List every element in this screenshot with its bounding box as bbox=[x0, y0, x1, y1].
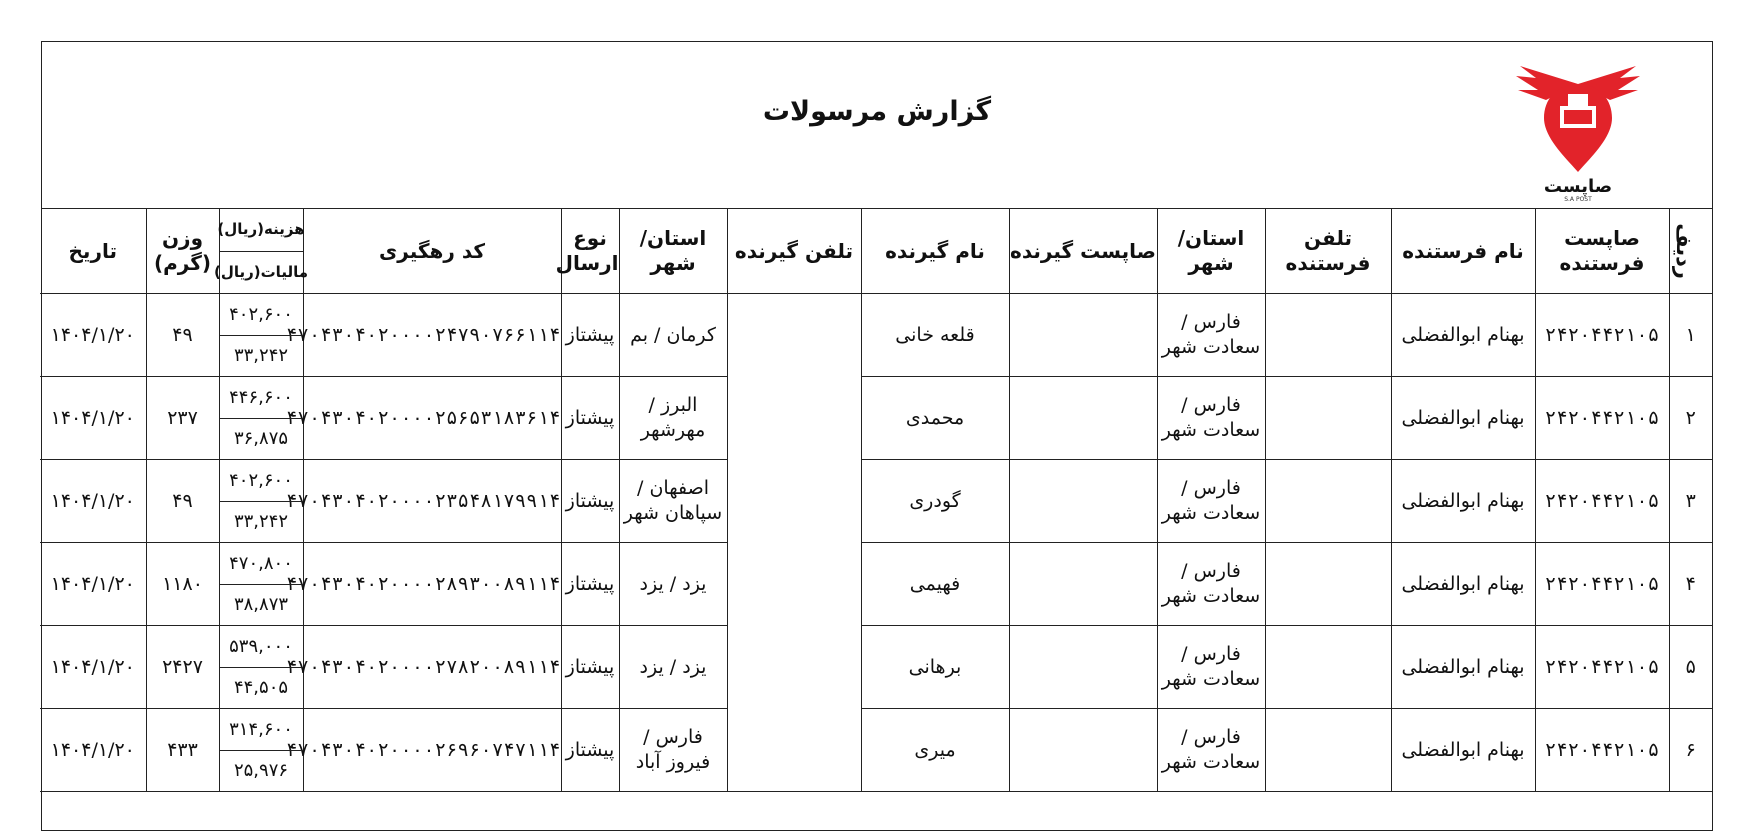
cell-sender-name: بهنام ابوالفضلی bbox=[1391, 460, 1535, 543]
col-sender-city: استان/ شهر bbox=[1157, 209, 1265, 294]
cell-row-number: ۶ bbox=[1669, 709, 1712, 792]
cell-row-number: ۳ bbox=[1669, 460, 1712, 543]
cell-sender-name: بهنام ابوالفضلی bbox=[1391, 626, 1535, 709]
col-tax: مالیات(ریال) bbox=[213, 262, 308, 281]
report-frame bbox=[41, 41, 1713, 831]
cell-tax: ۳۶,۸۷۵ bbox=[233, 428, 289, 450]
col-row: ردیف bbox=[1669, 209, 1712, 294]
cell-cost-tax bbox=[219, 626, 303, 709]
shipments-table bbox=[40, 209, 1712, 792]
report-header bbox=[42, 42, 1712, 209]
cell-sender-sapost: ۲۴۲۰۴۴۲۱۰۵ bbox=[1535, 543, 1669, 626]
table-row bbox=[40, 294, 1712, 377]
cell-sender-phone bbox=[1265, 709, 1391, 792]
cell-tracking: ۴۷۰۴۳۰۴۰۲۰۰۰۰۲۳۵۴۸۱۷۹۹۱۴ bbox=[303, 460, 561, 543]
cell-row-number: ۴ bbox=[1669, 543, 1712, 626]
table-row bbox=[40, 460, 1712, 543]
cell-sender-phone bbox=[1265, 460, 1391, 543]
cell-cost: ۴۰۲,۶۰۰ bbox=[220, 460, 303, 502]
cell-weight: ۲۳۷ bbox=[146, 377, 219, 460]
cell-tracking: ۴۷۰۴۳۰۴۰۲۰۰۰۰۲۸۹۳۰۰۸۹۱۱۴ bbox=[303, 543, 561, 626]
col-sender-sapost: صاپست فرستنده bbox=[1535, 209, 1669, 294]
cell-sender-city: فارس / سعادت شهر bbox=[1157, 294, 1265, 377]
cell-receiver-city: یزد / یزد bbox=[619, 543, 727, 626]
cell-row-number: ۲ bbox=[1669, 377, 1712, 460]
cell-tax: ۴۴,۵۰۵ bbox=[233, 677, 289, 699]
table-row bbox=[40, 709, 1712, 792]
col-cost: هزینه(ریال) bbox=[220, 209, 303, 252]
table-row bbox=[40, 626, 1712, 709]
cell-send-type: پیشتاز bbox=[561, 626, 619, 709]
cell-cost: ۵۳۹,۰۰۰ bbox=[220, 626, 303, 668]
cell-cost-tax bbox=[219, 377, 303, 460]
col-receiver-name: نام گیرنده bbox=[861, 209, 1009, 294]
cell-receiver-name: محمدی bbox=[861, 377, 1009, 460]
cell-tax: ۳۸,۸۷۳ bbox=[233, 594, 289, 616]
cell-sender-phone bbox=[1265, 543, 1391, 626]
cell-tracking: ۴۷۰۴۳۰۴۰۲۰۰۰۰۲۷۸۲۰۰۸۹۱۱۴ bbox=[303, 626, 561, 709]
svg-text:S.A POST: S.A POST bbox=[1564, 196, 1592, 202]
cell-receiver-name: قلعه خانی bbox=[861, 294, 1009, 377]
cell-tracking: ۴۷۰۴۳۰۴۰۲۰۰۰۰۲۵۶۵۳۱۸۳۶۱۴ bbox=[303, 377, 561, 460]
cell-send-type: پیشتاز bbox=[561, 294, 619, 377]
cell-sender-city: فارس / سعادت شهر bbox=[1157, 626, 1265, 709]
cell-sender-city: فارس / سعادت شهر bbox=[1157, 543, 1265, 626]
cell-receiver-name: میری bbox=[861, 709, 1009, 792]
cell-sender-city: فارس / سعادت شهر bbox=[1157, 460, 1265, 543]
col-weight: وزن (گرم) bbox=[146, 209, 219, 294]
cell-sender-sapost: ۲۴۲۰۴۴۲۱۰۵ bbox=[1535, 709, 1669, 792]
cell-tax: ۳۳,۲۴۲ bbox=[233, 345, 289, 367]
cell-receiver-sapost bbox=[1009, 709, 1157, 792]
cell-receiver-city: کرمان / بم bbox=[619, 294, 727, 377]
cell-cost-tax bbox=[219, 460, 303, 543]
cell-receiver-sapost bbox=[1009, 460, 1157, 543]
cell-weight: ۴۹ bbox=[146, 294, 219, 377]
cell-row-number: ۱ bbox=[1669, 294, 1712, 377]
cell-cost-tax bbox=[219, 294, 303, 377]
cell-date: ۱۴۰۴/۱/۲۰ bbox=[40, 626, 146, 709]
cell-weight: ۲۴۲۷ bbox=[146, 626, 219, 709]
cell-sender-phone bbox=[1265, 377, 1391, 460]
cell-sender-name: بهنام ابوالفضلی bbox=[1391, 294, 1535, 377]
cell-sender-name: بهنام ابوالفضلی bbox=[1391, 709, 1535, 792]
col-receiver-sapost: صاپست گیرنده bbox=[1009, 209, 1157, 294]
col-sender-name: نام فرستنده bbox=[1391, 209, 1535, 294]
col-sender-phone: تلفن فرستنده bbox=[1265, 209, 1391, 294]
cell-sender-city: فارس / سعادت شهر bbox=[1157, 377, 1265, 460]
cell-receiver-sapost bbox=[1009, 294, 1157, 377]
col-receiver-city: استان/ شهر bbox=[619, 209, 727, 294]
cell-sender-name: بهنام ابوالفضلی bbox=[1391, 377, 1535, 460]
cell-tax: ۲۵,۹۷۶ bbox=[233, 760, 289, 782]
table-header-row bbox=[40, 209, 1712, 294]
cell-receiver-name: فهیمی bbox=[861, 543, 1009, 626]
table-row bbox=[40, 377, 1712, 460]
cell-weight: ۴۹ bbox=[146, 460, 219, 543]
cell-sender-city: فارس / سعادت شهر bbox=[1157, 709, 1265, 792]
table-body bbox=[40, 294, 1712, 792]
cell-tracking: ۴۷۰۴۳۰۴۰۲۰۰۰۰۲۶۹۶۰۷۴۷۱۱۴ bbox=[303, 709, 561, 792]
cell-weight: ۴۳۳ bbox=[146, 709, 219, 792]
cell-sender-phone bbox=[1265, 626, 1391, 709]
cell-cost: ۴۰۲,۶۰۰ bbox=[220, 294, 303, 336]
cell-send-type: پیشتاز bbox=[561, 460, 619, 543]
cell-receiver-city: یزد / یزد bbox=[619, 626, 727, 709]
col-tracking: کد رهگیری bbox=[303, 209, 561, 294]
page-title: گزارش مرسولات bbox=[762, 96, 992, 127]
cell-sender-name: بهنام ابوالفضلی bbox=[1391, 543, 1535, 626]
cell-cost: ۳۱۴,۶۰۰ bbox=[220, 709, 303, 751]
cell-date: ۱۴۰۴/۱/۲۰ bbox=[40, 294, 146, 377]
cell-cost-tax bbox=[219, 543, 303, 626]
cell-receiver-name: گودری bbox=[861, 460, 1009, 543]
cell-receiver-sapost bbox=[1009, 626, 1157, 709]
col-send-type: نوع ارسال bbox=[561, 209, 619, 294]
sapost-logo-icon bbox=[1508, 54, 1648, 202]
cell-receiver-sapost bbox=[1009, 377, 1157, 460]
cell-date: ۱۴۰۴/۱/۲۰ bbox=[40, 709, 146, 792]
cell-send-type: پیشتاز bbox=[561, 543, 619, 626]
cell-send-type: پیشتاز bbox=[561, 709, 619, 792]
cell-date: ۱۴۰۴/۱/۲۰ bbox=[40, 377, 146, 460]
cell-tax: ۳۳,۲۴۲ bbox=[233, 511, 289, 533]
table-row bbox=[40, 543, 1712, 626]
cell-date: ۱۴۰۴/۱/۲۰ bbox=[40, 460, 146, 543]
cell-sender-sapost: ۲۴۲۰۴۴۲۱۰۵ bbox=[1535, 377, 1669, 460]
cell-send-type: پیشتاز bbox=[561, 377, 619, 460]
sapost-logo bbox=[1508, 54, 1648, 202]
cell-receiver-city: اصفهان / سپاهان شهر bbox=[619, 460, 727, 543]
cell-receiver-city: فارس / فیروز آباد bbox=[619, 709, 727, 792]
cell-date: ۱۴۰۴/۱/۲۰ bbox=[40, 543, 146, 626]
cell-sender-sapost: ۲۴۲۰۴۴۲۱۰۵ bbox=[1535, 626, 1669, 709]
col-date: تاریخ bbox=[40, 209, 146, 294]
cell-receiver-city: البرز / مهرشهر bbox=[619, 377, 727, 460]
cell-sender-sapost: ۲۴۲۰۴۴۲۱۰۵ bbox=[1535, 460, 1669, 543]
col-cost-tax bbox=[213, 209, 308, 294]
cell-weight: ۱۱۸۰ bbox=[146, 543, 219, 626]
cell-sender-phone bbox=[1265, 294, 1391, 377]
cell-cost: ۴۷۰,۸۰۰ bbox=[220, 543, 303, 585]
cell-row-number: ۵ bbox=[1669, 626, 1712, 709]
cell-receiver-name: برهانی bbox=[861, 626, 1009, 709]
cell-receiver-sapost bbox=[1009, 543, 1157, 626]
cell-cost-tax bbox=[219, 709, 303, 792]
cell-receiver-phone bbox=[727, 294, 861, 792]
cell-cost: ۴۴۶,۶۰۰ bbox=[220, 377, 303, 419]
cell-tracking: ۴۷۰۴۳۰۴۰۲۰۰۰۰۲۴۷۹۰۷۶۶۱۱۴ bbox=[303, 294, 561, 377]
col-receiver-phone: تلفن گیرنده bbox=[727, 209, 861, 294]
svg-text:صاپست: صاپست bbox=[1543, 176, 1613, 197]
cell-sender-sapost: ۲۴۲۰۴۴۲۱۰۵ bbox=[1535, 294, 1669, 377]
